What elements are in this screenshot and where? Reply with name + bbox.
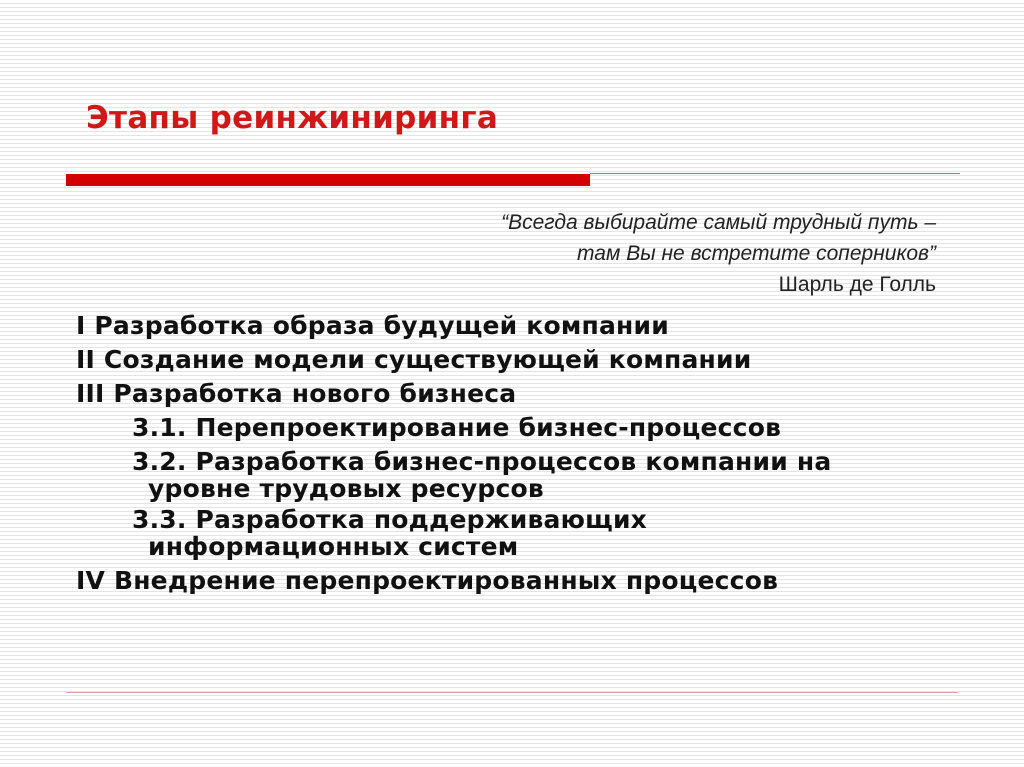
substage-3-2-text-cont: уровне трудовых ресурсов <box>148 474 544 503</box>
stage-2-text: II Создание модели существующей компании <box>76 345 752 374</box>
stage-1-text: I Разработка образа будущей компании <box>76 311 669 340</box>
substage-3-3-text-cont: информационных систем <box>148 532 519 561</box>
title-underline-bar <box>66 174 590 186</box>
stage-1 <box>76 309 831 343</box>
stage-4 <box>76 564 831 598</box>
substage-3-2 <box>76 448 831 502</box>
stage-3-text: III Разработка нового бизнеса <box>76 379 517 408</box>
stage-3 <box>76 377 831 411</box>
substage-3-2-text: 3.2. Разработка бизнес-процессов компании на <box>132 447 832 476</box>
quote-line-2: там Вы не встретите соперников” <box>577 242 936 265</box>
substage-3-1 <box>76 411 831 445</box>
stage-4-text: IV Внедрение перепроектированных процессов <box>76 566 779 595</box>
quote-line-1: “Всегда выбирайте самый трудный путь – <box>501 211 936 234</box>
epigraph-quote <box>501 207 936 300</box>
footer-divider <box>66 692 958 693</box>
slide-title: Этапы реинжиниринга <box>86 100 499 136</box>
stages-list <box>76 309 831 598</box>
title-underline-thin <box>590 173 960 174</box>
stage-2 <box>76 343 831 377</box>
substage-3-3-text: 3.3. Разработка поддерживающих <box>132 505 647 534</box>
quote-author: Шарль де Голль <box>778 273 936 296</box>
substage-3-1-text: 3.1. Перепроектирование бизнес-процессов <box>132 413 782 442</box>
substage-3-3 <box>76 506 831 560</box>
